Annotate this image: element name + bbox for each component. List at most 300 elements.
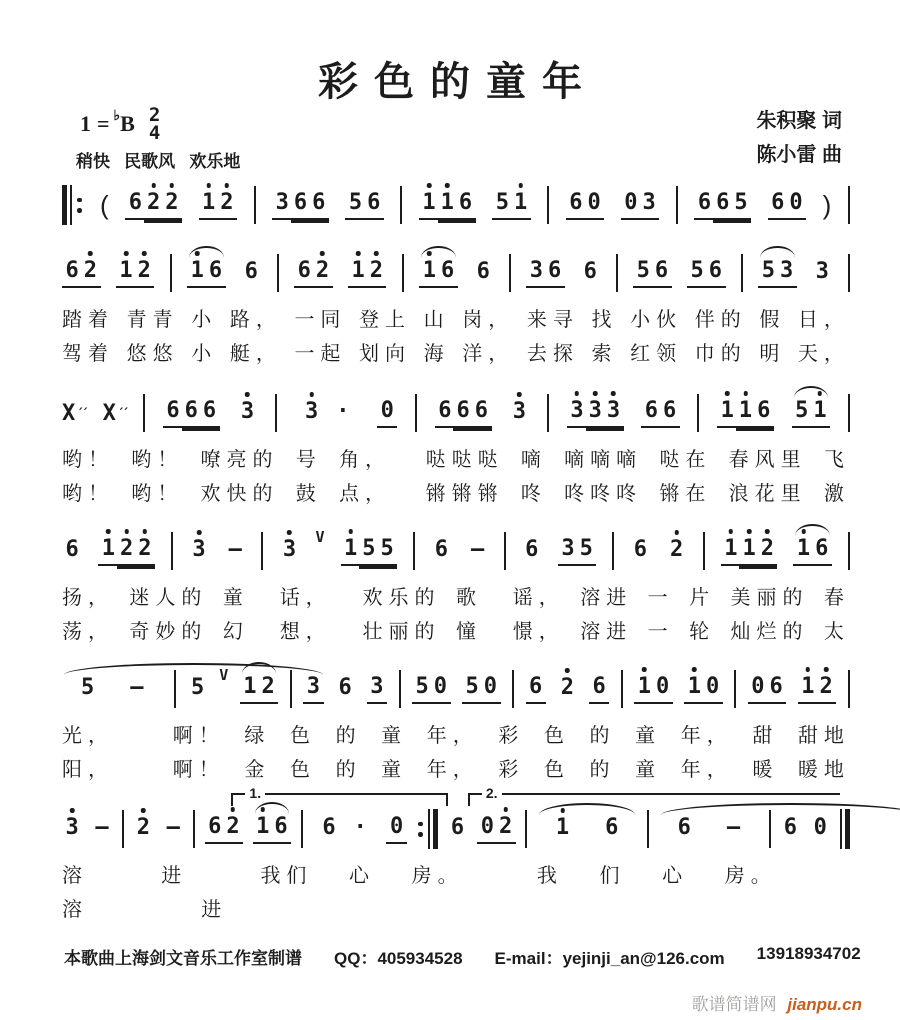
lyric-syllable: 童 bbox=[635, 725, 662, 747]
note-digit: 5 bbox=[579, 536, 593, 561]
note-digit: 6 bbox=[166, 398, 180, 423]
note-digit: 6 bbox=[592, 674, 606, 699]
note-digit: 5 bbox=[734, 190, 748, 215]
lyric-syllable: 美丽的 bbox=[730, 587, 809, 609]
lyric-syllable: 激 bbox=[823, 483, 850, 505]
note-token bbox=[537, 815, 638, 843]
barline bbox=[400, 186, 402, 224]
note-digit: 2 bbox=[261, 674, 275, 699]
barline bbox=[612, 532, 614, 570]
lyric-syllable: 一起 bbox=[294, 343, 347, 365]
meter-denominator: 4 bbox=[148, 122, 161, 145]
notes-row bbox=[62, 666, 850, 712]
lyric-syllable: 甜 bbox=[752, 725, 779, 747]
lyric-syllable: 片 bbox=[689, 587, 716, 609]
note-digit-high: 2 bbox=[134, 816, 152, 839]
barline bbox=[848, 394, 850, 432]
note-digit: 6 bbox=[476, 259, 490, 284]
lyric-syllable: 进 bbox=[161, 865, 188, 887]
note-digit-high: 1 bbox=[718, 399, 736, 422]
lyric-syllable: 奇妙的 bbox=[129, 621, 208, 643]
barline bbox=[616, 254, 618, 292]
lyric-syllable: 索 bbox=[591, 343, 618, 365]
lyric-syllable: 鼓 bbox=[295, 483, 322, 505]
barline bbox=[174, 670, 176, 708]
lyric-syllable: 暖 bbox=[752, 759, 779, 781]
note-digit: 3 bbox=[529, 258, 543, 283]
note-token bbox=[758, 258, 797, 288]
barline bbox=[402, 254, 404, 292]
lyric-syllable: 伴的 bbox=[694, 309, 747, 331]
lyric-syllable: 阳， bbox=[62, 759, 114, 781]
note-digit-high: 1 bbox=[538, 816, 587, 839]
parenthesis: ( bbox=[100, 189, 109, 220]
note-token bbox=[295, 399, 360, 427]
lyric-syllable: 哟！ bbox=[62, 449, 114, 471]
lyric-syllable: 房。 bbox=[724, 865, 777, 887]
lyric-syllable: 飞 bbox=[823, 449, 850, 471]
lyric-syllable: 绿 bbox=[244, 725, 271, 747]
note-digit-high: 2 bbox=[117, 537, 135, 560]
note-token bbox=[558, 536, 597, 566]
note-digit: 5 bbox=[362, 536, 376, 561]
studio-credit: 本歌曲上海剑文音乐工作室制谱 bbox=[64, 949, 302, 968]
lyric-syllable: 荡， bbox=[62, 621, 114, 643]
note-token bbox=[419, 190, 476, 220]
note-token bbox=[367, 674, 387, 704]
notes-row bbox=[62, 785, 850, 852]
note-digit: 3 bbox=[815, 259, 829, 284]
barline bbox=[676, 186, 678, 224]
note-digit: 6 bbox=[583, 259, 597, 284]
watermark-domain: jianpu.cn bbox=[787, 995, 862, 1014]
barline bbox=[277, 254, 279, 292]
sixteenth-beam bbox=[359, 566, 397, 568]
lyric-syllable: 憧 bbox=[455, 621, 482, 643]
barline bbox=[547, 394, 549, 432]
note-digit: 6 bbox=[244, 259, 258, 284]
barline bbox=[647, 810, 649, 848]
note-digit: 6 bbox=[633, 537, 648, 562]
note-digit: 6 bbox=[769, 674, 783, 699]
note-digit-high: 3 bbox=[586, 399, 604, 422]
meter-numerator: 2 bbox=[148, 104, 161, 126]
lyric-syllable: 咚咚咚 bbox=[564, 483, 643, 505]
note-token bbox=[462, 674, 501, 704]
lyrics-row bbox=[62, 337, 850, 364]
lyric-syllable: 点， bbox=[339, 483, 392, 505]
lyric-syllable: 欢乐的 bbox=[362, 587, 441, 609]
note-token bbox=[341, 536, 398, 566]
sixteenth-beam bbox=[438, 220, 476, 222]
note-token bbox=[526, 674, 546, 704]
lyric-syllable: 咚 bbox=[520, 483, 547, 505]
note-token bbox=[477, 814, 516, 844]
barline bbox=[399, 670, 401, 708]
lyric-syllable: 小 bbox=[191, 309, 218, 331]
lyric-syllable: 童 bbox=[381, 725, 408, 747]
note-token bbox=[694, 190, 751, 220]
lyric-syllable: 们 bbox=[599, 865, 626, 887]
note-token bbox=[793, 536, 832, 566]
note-digit: 6 bbox=[458, 190, 473, 215]
lyric-syllable: 童 bbox=[381, 759, 408, 781]
sixteenth-beam bbox=[117, 566, 155, 568]
note-token bbox=[580, 259, 600, 287]
phone-contact: 13918934702 bbox=[756, 944, 861, 963]
note-digit: 6 bbox=[128, 190, 142, 215]
note-digit: 3 bbox=[642, 190, 656, 215]
note-digit: 6 bbox=[644, 398, 658, 423]
lyric-syllable: 进 bbox=[201, 899, 228, 921]
lyrics-row bbox=[62, 477, 850, 504]
note-digit: 6 bbox=[663, 398, 677, 423]
lyrics-row bbox=[62, 719, 850, 746]
note-digit-high: 1 bbox=[117, 259, 135, 282]
lyric-syllable: 轮 bbox=[689, 621, 716, 643]
note-token bbox=[133, 815, 153, 843]
email-contact: E-mail：yejinji_an@126.com bbox=[494, 949, 725, 968]
lyric-syllable: 路， bbox=[229, 309, 282, 331]
barline bbox=[703, 532, 705, 570]
note-digit: 6 bbox=[529, 674, 543, 699]
note-digit: 6 bbox=[569, 190, 583, 215]
note-digit: 6 bbox=[184, 398, 198, 423]
barline bbox=[741, 254, 743, 292]
note-digit: 3 bbox=[275, 190, 289, 215]
barline bbox=[254, 186, 256, 224]
note-token bbox=[630, 537, 650, 565]
note-token bbox=[237, 399, 257, 427]
note-token bbox=[303, 674, 323, 704]
lyric-syllable: 年， bbox=[680, 725, 733, 747]
note-token bbox=[684, 674, 723, 704]
lyric-syllable: 话， bbox=[279, 587, 332, 609]
note-digit: 0 bbox=[587, 190, 601, 215]
lyric-syllable: 灿烂的 bbox=[730, 621, 809, 643]
barline bbox=[525, 810, 527, 848]
note-token bbox=[163, 398, 220, 428]
note-digit: 6 bbox=[274, 814, 288, 839]
lyric-syllable: 岗， bbox=[462, 309, 515, 331]
note-token bbox=[279, 537, 299, 565]
lyric-syllable: 洋， bbox=[462, 343, 515, 365]
lyric-syllable: 一 bbox=[647, 621, 674, 643]
lyric-syllable: 日， bbox=[797, 309, 850, 331]
note-digit: – bbox=[130, 675, 144, 700]
lyric-syllable: 找 bbox=[591, 309, 618, 331]
note-digit-high: 1 bbox=[200, 191, 218, 214]
sixteenth-beam bbox=[453, 428, 491, 430]
tie-arc bbox=[795, 524, 830, 536]
barline bbox=[504, 532, 506, 570]
note-digit: 5 bbox=[415, 674, 429, 699]
note-token bbox=[377, 398, 397, 428]
lyric-syllable: 哒哒哒 bbox=[425, 449, 504, 471]
lyric-syllable: 浪花里 bbox=[728, 483, 807, 505]
lyric-syllable: 天， bbox=[797, 343, 850, 365]
lyric-syllable: 扬， bbox=[62, 587, 114, 609]
note-digit-high: 2 bbox=[558, 676, 576, 699]
note-digit: 6 bbox=[65, 537, 79, 562]
lyric-syllable: 心 bbox=[662, 865, 689, 887]
tie-arc bbox=[794, 386, 829, 398]
lyric-syllable: 幻 bbox=[222, 621, 249, 643]
note-digit: 6 bbox=[815, 536, 829, 561]
lyric-syllable: 我们 bbox=[260, 865, 313, 887]
barline bbox=[275, 394, 277, 432]
barline bbox=[415, 394, 417, 432]
lyrics-row bbox=[62, 893, 850, 920]
note-token bbox=[431, 537, 451, 565]
note-digit: 5 bbox=[495, 190, 509, 215]
note-digit-high: 2 bbox=[136, 537, 154, 560]
barline bbox=[413, 532, 415, 570]
note-token bbox=[419, 258, 458, 288]
repeat-begin-barline bbox=[62, 185, 84, 225]
note-digit: 6 bbox=[441, 258, 455, 283]
note-digit-high: 1 bbox=[740, 537, 758, 560]
barline bbox=[547, 186, 549, 224]
lyric-syllable: 的 bbox=[589, 759, 616, 781]
note-token bbox=[522, 537, 542, 565]
notes-row bbox=[62, 250, 850, 296]
note-token bbox=[641, 398, 680, 428]
note-token bbox=[312, 815, 377, 843]
note-digit-high: 1 bbox=[736, 399, 754, 422]
notes-row bbox=[62, 390, 850, 436]
note-digit-high: 1 bbox=[635, 675, 653, 698]
note-token bbox=[526, 258, 565, 288]
note-token bbox=[589, 674, 609, 704]
barline bbox=[848, 186, 850, 224]
note-token bbox=[810, 815, 830, 843]
note-digit: 3 bbox=[370, 674, 384, 699]
note-token bbox=[557, 675, 577, 703]
note-digit-high: 2 bbox=[135, 259, 153, 282]
note-digit: – bbox=[726, 815, 741, 840]
note-digit-high: 2 bbox=[163, 191, 181, 214]
final-barline bbox=[840, 809, 850, 849]
note-digit: – bbox=[228, 537, 242, 562]
qq-contact: QQ：405934528 bbox=[334, 949, 463, 968]
note-digit-high: 3 bbox=[510, 400, 528, 423]
sixteenth-beam bbox=[736, 428, 774, 430]
note-digit: 6 bbox=[547, 258, 562, 283]
note-digit: 6 bbox=[605, 815, 619, 840]
lyric-syllable: 溶进 bbox=[580, 621, 633, 643]
note-digit: 0 bbox=[656, 674, 670, 699]
note-digit-high: 1 bbox=[99, 537, 117, 560]
tie-arc bbox=[189, 246, 224, 258]
note-token bbox=[348, 258, 387, 288]
lyric-syllable: 锵锵锵 bbox=[425, 483, 504, 505]
note-token bbox=[659, 815, 760, 843]
note-digit-high: 3 bbox=[238, 400, 256, 423]
note-digit: 3 bbox=[561, 536, 575, 561]
lyric-syllable: 啊！ bbox=[172, 759, 225, 781]
volta-label: 1. bbox=[245, 785, 265, 801]
lyric-syllable: 巾的 bbox=[694, 343, 747, 365]
lyric-syllable: 年， bbox=[426, 759, 479, 781]
lyric-syllable: 憬， bbox=[512, 621, 565, 643]
lyric-syllable: 山 bbox=[423, 309, 450, 331]
sixteenth-beam bbox=[586, 428, 624, 430]
lyric-syllable: 小伙 bbox=[630, 309, 683, 331]
lyric-syllable: 踏着 bbox=[62, 309, 114, 331]
barline bbox=[193, 810, 195, 848]
breath-mark: V bbox=[219, 666, 229, 684]
score-system bbox=[62, 785, 850, 921]
lyric-syllable: 哟！ bbox=[131, 449, 184, 471]
note-digit-high: 2 bbox=[313, 259, 331, 282]
note-token bbox=[812, 259, 832, 287]
note-digit: 0 bbox=[480, 814, 494, 839]
lyric-syllable: 童 bbox=[635, 759, 662, 781]
score-system bbox=[62, 182, 850, 228]
key-signature bbox=[80, 104, 161, 145]
lyric-syllable: 角， bbox=[339, 449, 392, 471]
lyric-syllable: 的 bbox=[335, 725, 362, 747]
note-token bbox=[435, 398, 492, 428]
note-digit: 6 bbox=[708, 258, 722, 283]
note-digit: 5 bbox=[761, 258, 776, 283]
lyric-syllable: 去探 bbox=[526, 343, 579, 365]
barline bbox=[509, 254, 511, 292]
note-digit: 0 bbox=[624, 190, 638, 215]
note-digit: 6 bbox=[367, 190, 381, 215]
note-digit: · bbox=[336, 399, 350, 424]
lyric-syllable: 房。 bbox=[411, 865, 464, 887]
lyric-syllable: 年， bbox=[680, 759, 733, 781]
note-digit-high: 1 bbox=[420, 259, 438, 282]
note-digit: 6 bbox=[677, 815, 691, 840]
score-system bbox=[62, 390, 850, 504]
note-digit-high: 1 bbox=[722, 537, 740, 560]
note-digit: 0 bbox=[483, 674, 498, 699]
lyric-syllable: 春 bbox=[823, 587, 850, 609]
note-token bbox=[621, 190, 660, 220]
note-digit-high: 2 bbox=[81, 259, 99, 282]
note-token bbox=[62, 815, 82, 843]
barline bbox=[697, 394, 699, 432]
note-digit: 6 bbox=[456, 398, 470, 423]
note-digit-high: 1 bbox=[794, 537, 812, 560]
watermark bbox=[692, 990, 862, 1015]
note-token bbox=[225, 537, 245, 565]
note-digit-high: 1 bbox=[438, 191, 456, 214]
key-equals: = bbox=[97, 111, 110, 137]
lyric-syllable: 小 bbox=[191, 343, 218, 365]
note-digit: – bbox=[95, 815, 109, 840]
lyric-syllable: 锵在 bbox=[659, 483, 712, 505]
note-token bbox=[721, 536, 778, 566]
lyrics-row bbox=[62, 303, 850, 330]
note-digit: 6 bbox=[697, 190, 712, 215]
note-token bbox=[467, 537, 487, 565]
lyric-syllable: 溶 bbox=[62, 899, 88, 921]
note-token bbox=[62, 537, 82, 565]
note-digit: 6 bbox=[208, 814, 222, 839]
note-token bbox=[189, 537, 209, 565]
note-digit: 6 bbox=[434, 537, 448, 562]
lyric-syllable: 溶进 bbox=[580, 587, 633, 609]
lyric-syllable: 明 bbox=[759, 343, 786, 365]
barline bbox=[848, 670, 850, 708]
note-digit: 6 bbox=[783, 815, 798, 840]
note-token bbox=[163, 815, 183, 843]
note-token bbox=[116, 258, 155, 288]
lyric-syllable: 海 bbox=[423, 343, 450, 365]
note-digit: 5 bbox=[690, 258, 704, 283]
volta-label: 2. bbox=[482, 785, 502, 801]
note-digit: 6 bbox=[757, 398, 771, 423]
lyric-syllable: 溶 bbox=[62, 865, 88, 887]
flat-symbol: ♭ bbox=[113, 108, 121, 124]
lyric-syllable: 彩 bbox=[498, 759, 525, 781]
note-digit: 6 bbox=[202, 398, 217, 423]
footer bbox=[64, 944, 861, 969]
note-digit: 6 bbox=[450, 815, 465, 840]
tie-arc bbox=[760, 246, 795, 258]
barline bbox=[170, 254, 172, 292]
barline bbox=[301, 810, 303, 848]
note-token bbox=[687, 258, 726, 288]
note-digit-high: 2 bbox=[758, 537, 776, 560]
note-digit-high: 1 bbox=[254, 815, 272, 838]
note-token bbox=[345, 190, 384, 220]
note-digit: 0 bbox=[389, 814, 404, 839]
tempo-marking: 稍快 民歌风 欢乐地 bbox=[76, 152, 241, 171]
lyric-syllable: 驾着 bbox=[62, 343, 114, 365]
note-token bbox=[509, 399, 529, 427]
lyric-syllable: 色 bbox=[543, 725, 570, 747]
lyric-syllable: 甜地 bbox=[797, 725, 850, 747]
note-token bbox=[386, 814, 406, 844]
note-token bbox=[240, 674, 279, 704]
note-digit: 5 bbox=[795, 398, 809, 423]
note-digit-high: 2 bbox=[224, 815, 242, 838]
sixteenth-beam bbox=[182, 428, 220, 430]
note-digit-high: 2 bbox=[496, 815, 514, 838]
notes-row bbox=[62, 528, 850, 574]
note-digit: 6 bbox=[771, 190, 785, 215]
song-title: 彩色的童年 bbox=[318, 60, 598, 104]
lyric-syllable: 太 bbox=[823, 621, 850, 643]
lyric-syllable: 假 bbox=[759, 309, 786, 331]
lyric-syllable: 我 bbox=[536, 865, 563, 887]
note-token bbox=[335, 675, 355, 703]
watermark-site: 歌谱简谱网 bbox=[691, 995, 777, 1014]
lyric-syllable: 的 bbox=[589, 725, 616, 747]
note-digit-high: 2 bbox=[668, 538, 686, 561]
note-token bbox=[492, 190, 531, 220]
note-token bbox=[188, 675, 208, 703]
lyricist-credit: 朱积聚 词 bbox=[756, 110, 842, 132]
note-digit: 6 bbox=[293, 190, 308, 215]
note-digit: 6 bbox=[312, 190, 326, 215]
note-digit: 5 bbox=[636, 258, 650, 283]
note-digit-high: 3 bbox=[280, 538, 298, 561]
note-digit: 6 bbox=[322, 815, 336, 840]
note-token bbox=[447, 815, 467, 843]
note-digit-high: 1 bbox=[188, 259, 206, 282]
lyrics-row bbox=[62, 581, 850, 608]
key-letter: B bbox=[120, 111, 135, 137]
note-digit: 5 bbox=[348, 190, 363, 215]
note-token bbox=[748, 674, 787, 704]
note-digit-high: 3 bbox=[190, 538, 208, 561]
